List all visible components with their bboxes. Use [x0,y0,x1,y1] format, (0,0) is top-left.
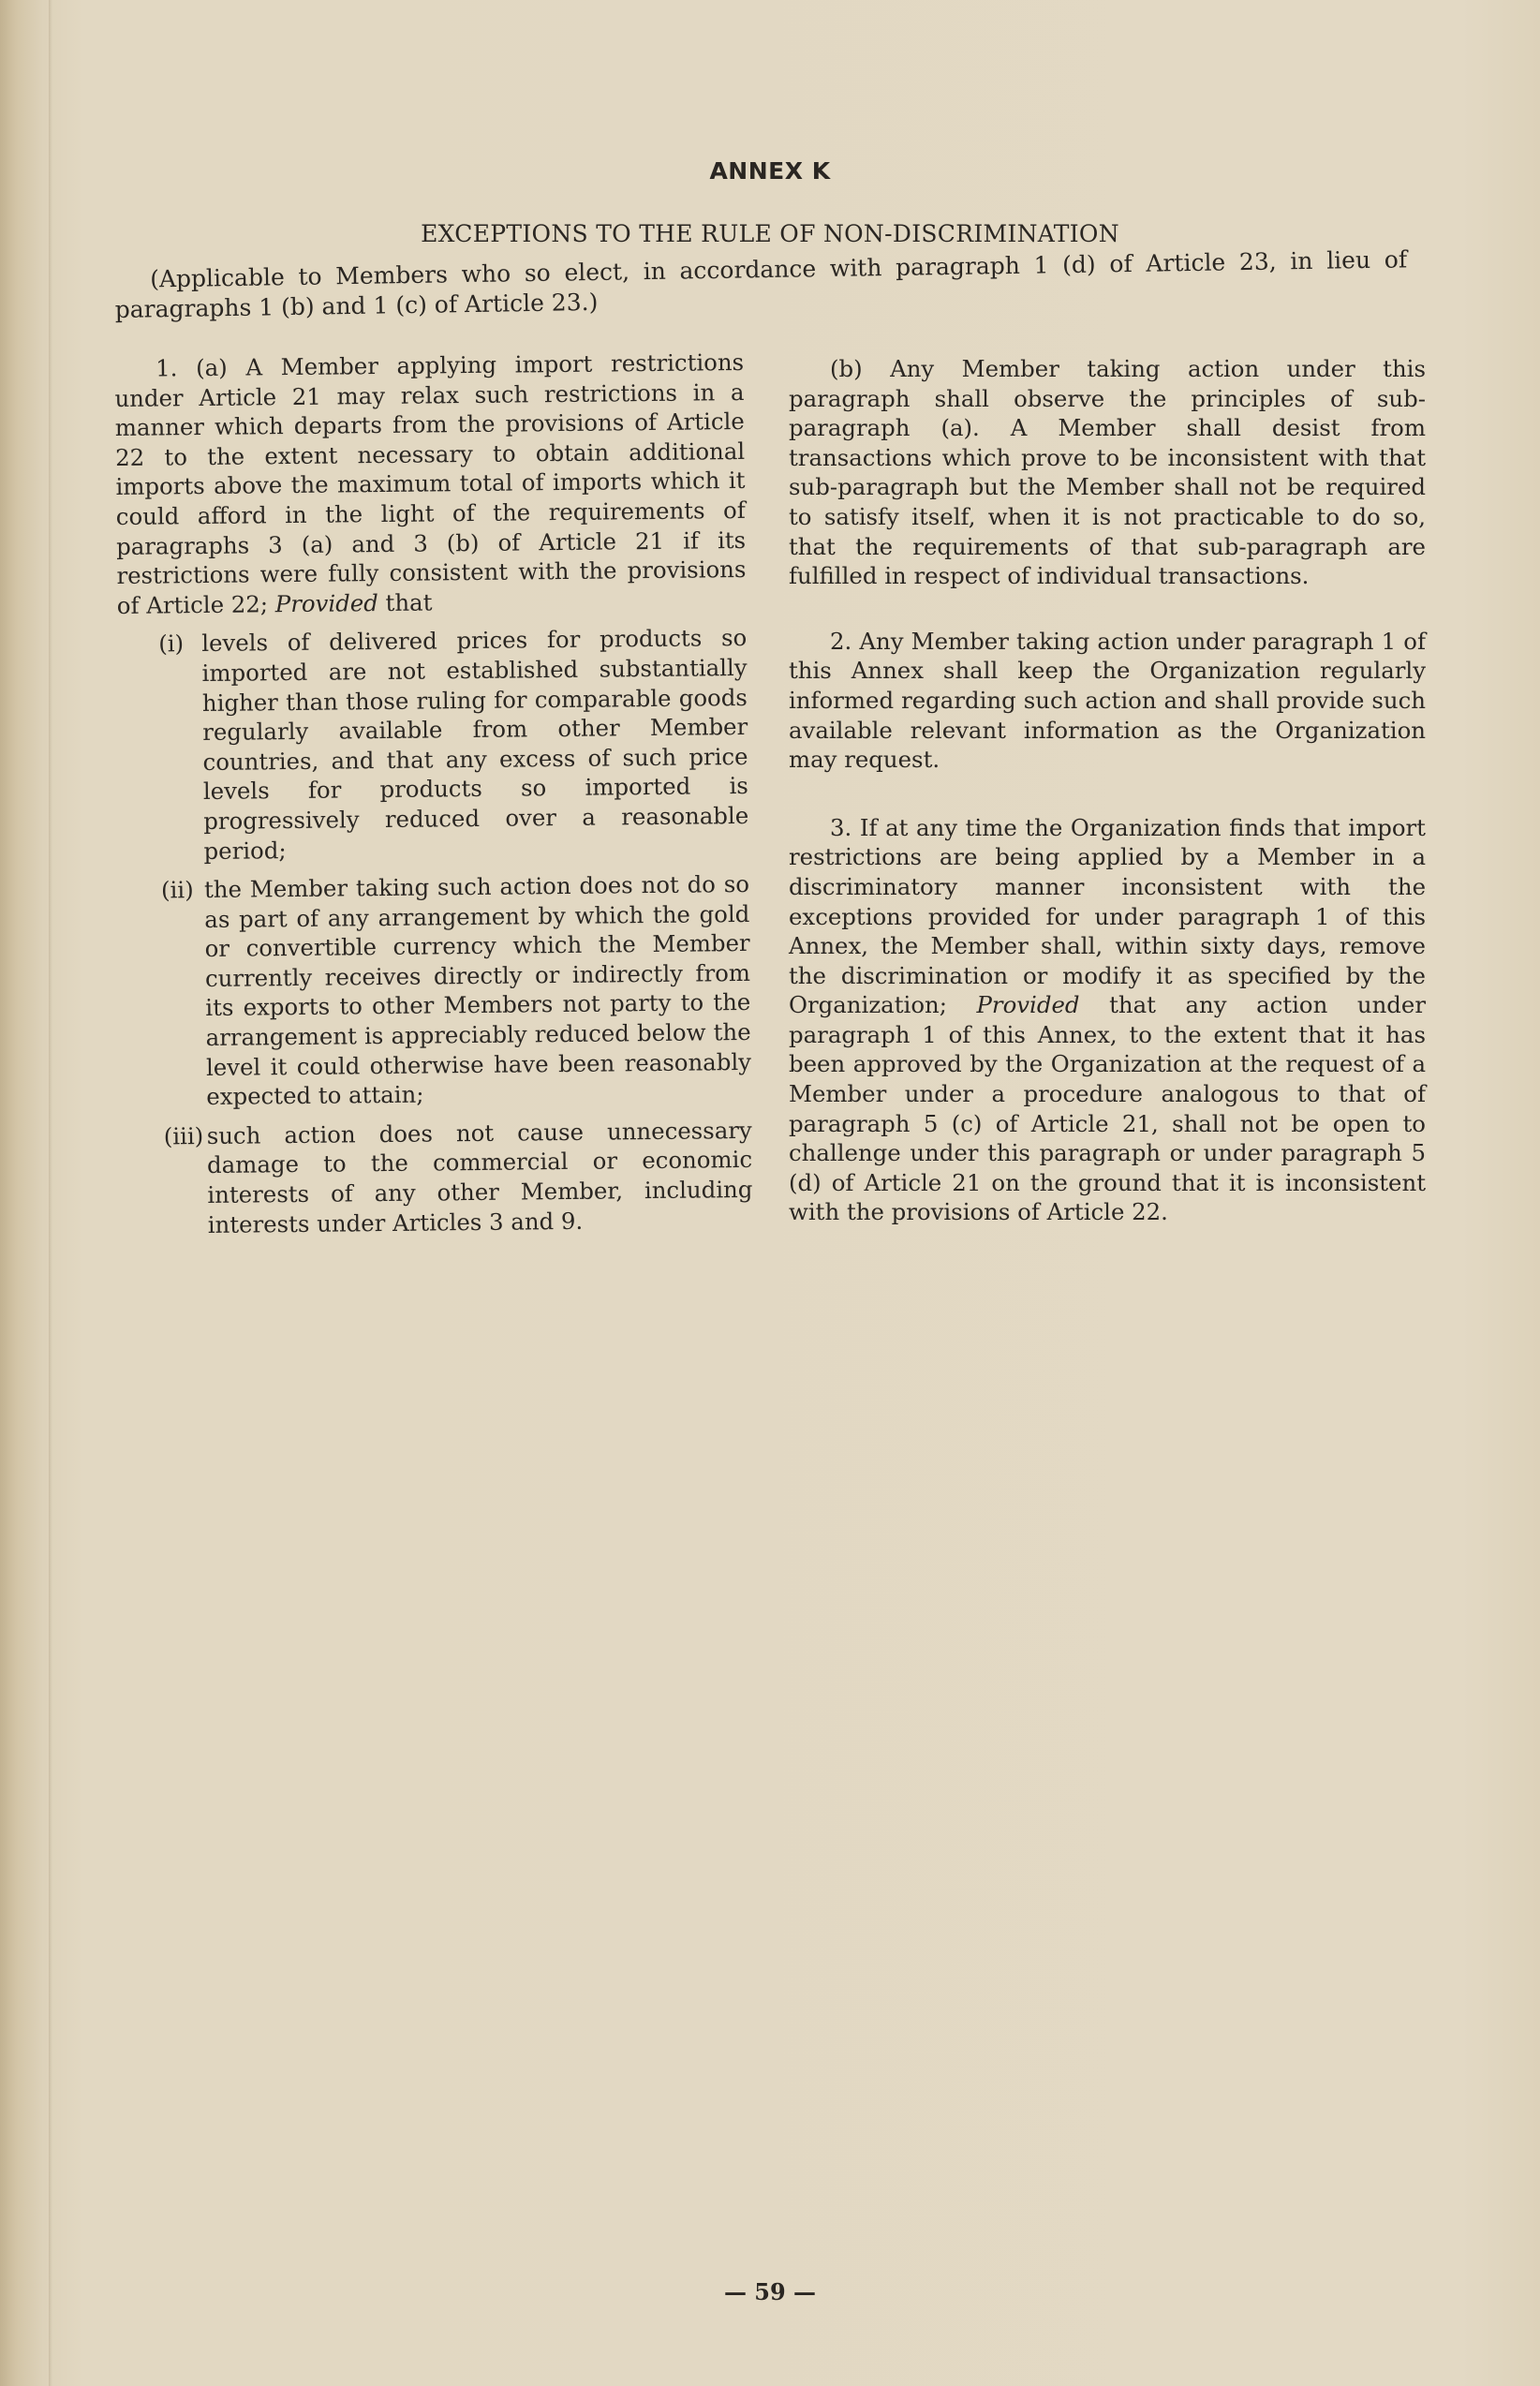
list-item-number: (ii) [160,876,194,904]
provided-that: that [385,588,433,616]
list-item-text: such action does not cause unnecessary damage to the commercial or economic interests of any other Member, including interests under Articles 3 and 9. [206,1116,753,1238]
paragraph-1a [114,348,747,620]
list-item-text: the Member taking such action does not do so as part of any arrangement by which the gold or convertible currency which the Member currently receives directly or indirectly from its exports to other Members not party to the arrangement is appreciably reduced below the level it could otherwise have been reasonably expected to attain; [203,870,752,1111]
right-column [789,354,1426,1227]
list-item [117,623,749,867]
annex-subtitle: EXCEPTIONS TO THE RULE OF NON-DISCRIMINATION [421,220,1119,247]
paragraph-1a-text: 1. (a) A Member applying import restrictions under Article 21 may relax such restrictions in a manner which departs from the provisions of Article 22 to the extent necessary to obtain additional imports above the maximum total of imports which it could afford in the light of the requirements of paragraphs 3 (a) and 3 (b) of Article 21 if its restrictions were fully consistent with the provisions of Article 22; [114,348,747,619]
list-item [123,1116,753,1240]
paragraph-1b: (b) Any Member taking action under this paragraph shall observe the principles of sub-paragraph (a). A Member shall desist from transactions which prove to be inconsistent with that sub-paragraph but the Member shall not be required to satisfy itself, when it is not practicable to do so, that the requirements of that sub-paragraph are fulfilled in respect of individual transactions. [789,355,1426,590]
paragraph-3-end: that any action under paragraph 1 of this Annex, to the extent that it has been approved by the Organization at the request of a Member under a procedure analogous to that of paragraph 5 (c) of Article 21, shall not be open to challenge under this paragraph or under paragraph 5 (d) of Article 21 on the ground that it is inconsistent with the provisions of Article 22. [789,991,1426,1226]
annex-title: ANNEX K [709,157,831,185]
list-item-number: (i) [158,630,185,658]
paragraph-spacer [789,775,1426,813]
paragraph-spacer [789,591,1426,627]
list-item-number: (iii) [163,1121,204,1150]
page-binding-shadow [49,0,52,2386]
provided-emphasis: Provided [274,588,378,617]
list-item-text: levels of delivered prices for products so imported are not established substantially higher than those ruling for comparable goods regularly available from other Member countries, and that any excess of such price levels for products so imported is progressively reduced over a reasonable period; [201,624,749,865]
page-number: — 59 — [723,2278,817,2305]
paragraph-3-start: 3. If at any time the Organization finds that import restrictions are being applied by a Member in a discriminatory manner inconsistent with the exceptions provided for under paragraph 1 of this Annex, the Member shall, within sixty days, remove the discrimination or modify it as specified by the Organization; [789,813,1426,1019]
left-column [114,348,753,1240]
paragraph-3 [789,813,1426,1227]
list-item [120,869,752,1113]
paragraph-2: 2. Any Member taking action under paragraph 1 of this Annex shall keep the Organization regularly informed regarding such action and shall provide such available relevant information as the Organization may request. [789,627,1426,774]
provided-emphasis: Provided [976,991,1080,1019]
intro-paragraph: (Applicable to Members who so elect, in accordance with paragraph 1 (d) of Article 23, in lieu of paragraphs 1 (b) and 1 (c) of Article 23.) [114,245,1408,323]
